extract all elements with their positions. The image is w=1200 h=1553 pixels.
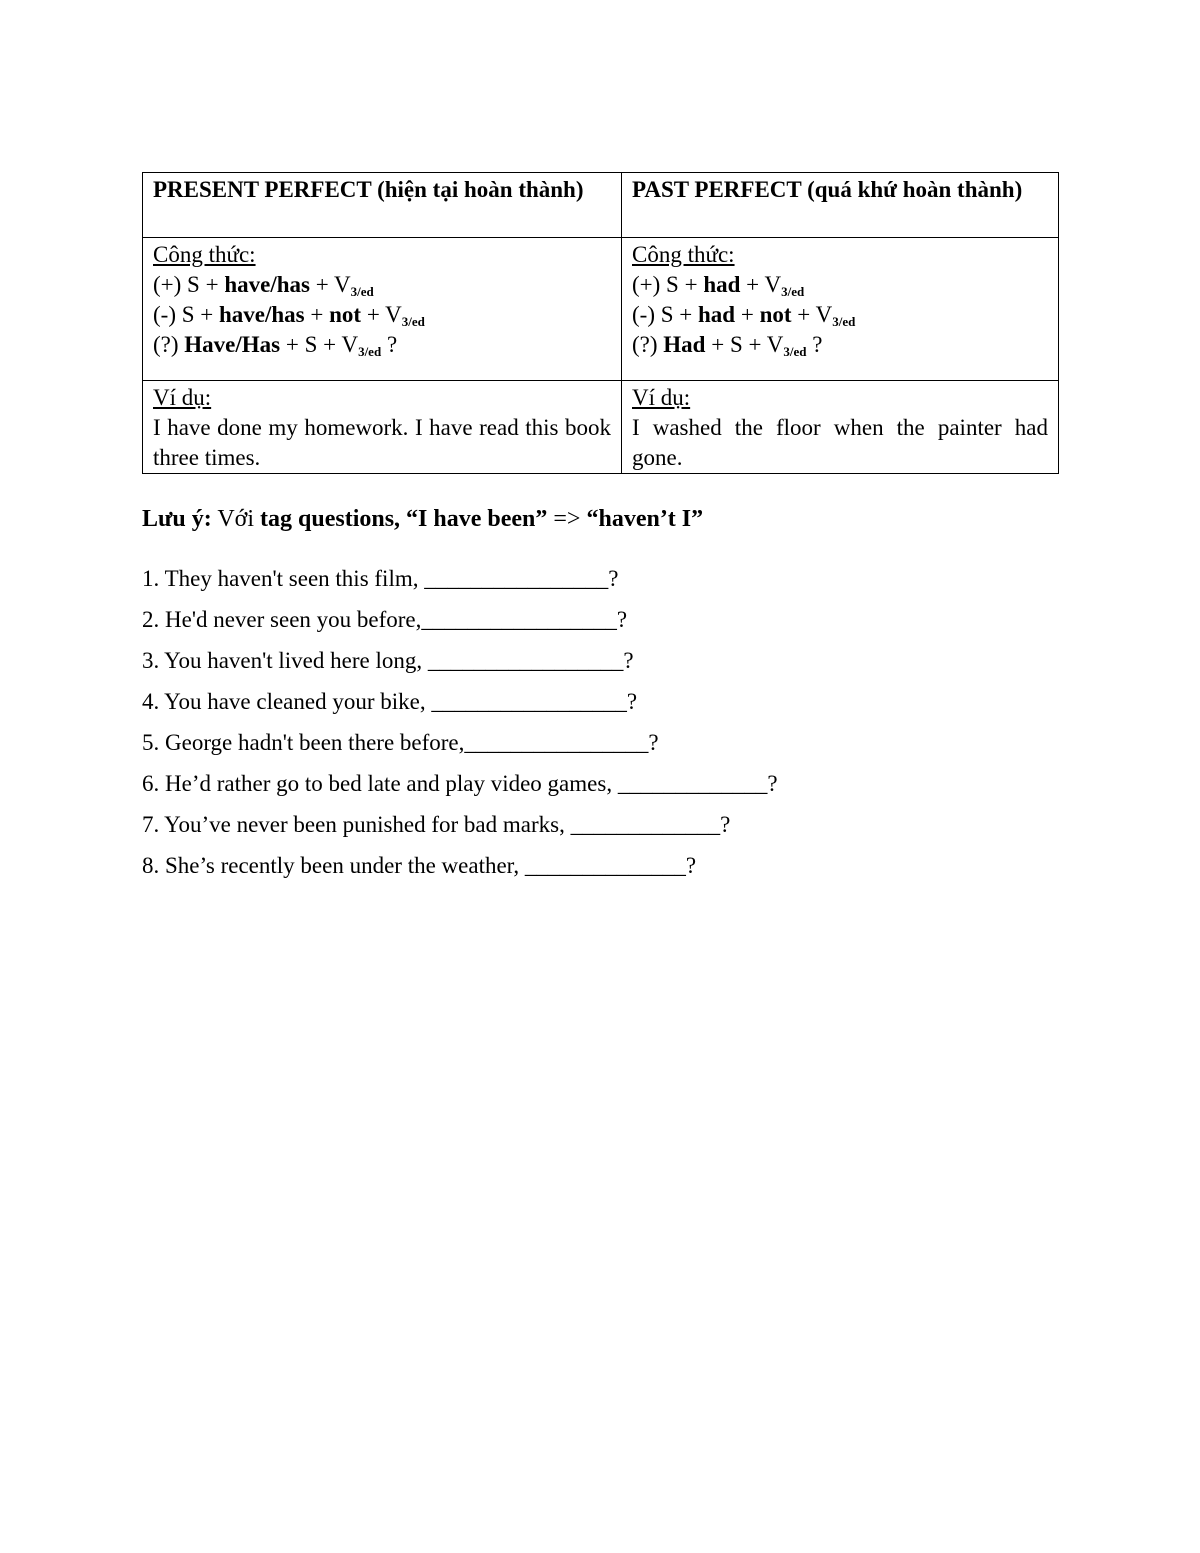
past-positive-formula: (+) S + had + $V_{3/ed}$ <box>632 272 805 299</box>
note-arrow: => <box>553 506 581 532</box>
exercise-item: 7. You’ve never been punished for bad marks, _____________? <box>142 812 731 837</box>
formula-row <box>143 238 1059 381</box>
exercise-item: 5. George hadn't been there before,________________? <box>142 730 659 755</box>
past-example-text: I washed the floor when the painter had gone. <box>632 415 1048 470</box>
past-perfect-header: PAST PERFECT (quá khứ hoàn thành) <box>622 173 1059 238</box>
past-negative-formula: (-) S + had + not + $V_{3/ed}$ <box>632 302 856 329</box>
present-example-text: I have done my homework. I have read this book three times. <box>153 415 611 470</box>
note-text-bold: tag questions, “I have been” <box>260 506 554 532</box>
table-header-row <box>143 173 1059 238</box>
tag-question-note <box>142 504 703 534</box>
past-example-cell <box>622 381 1059 474</box>
exercise-item: 3. You haven't lived here long, _________________? <box>142 648 634 673</box>
exercise-item: 2. He'd never seen you before,_________________? <box>142 607 628 632</box>
present-positive-formula: (+) S + have/has + $V_{3/ed}$ <box>153 272 374 299</box>
note-label: Lưu ý: <box>142 506 212 532</box>
example-row <box>143 381 1059 474</box>
present-example-cell <box>143 381 622 474</box>
present-question-formula: (?) Have/Has + $S + V_{3/ed}$ ? <box>153 332 398 359</box>
exercise-item: 4. You have cleaned your bike, _________________? <box>142 689 638 714</box>
note-text-plain: Với <box>211 506 261 532</box>
example-label: Ví dụ: <box>153 385 212 410</box>
exercise-item: 1. They haven't seen this film, ________________? <box>142 566 619 591</box>
past-formula-cell <box>622 238 1059 381</box>
tense-comparison-table <box>142 172 1059 474</box>
example-label: Ví dụ: <box>632 385 691 410</box>
exercise-item: 6. He’d rather go to bed late and play video games, _____________? <box>142 771 778 796</box>
present-formula-cell <box>143 238 622 381</box>
note-answer: “haven’t I” <box>580 506 704 532</box>
past-question-formula: (?) Had + $S + V_{3/ed}$ ? <box>632 332 823 359</box>
exercise-list <box>142 564 778 892</box>
present-negative-formula: (-) S + have/has + not + $V_{3/ed}$ <box>153 302 425 329</box>
formula-label: Công thức: <box>632 242 735 267</box>
exercise-item: 8. She’s recently been under the weather, ______________? <box>142 853 697 878</box>
formula-label: Công thức: <box>153 242 256 267</box>
present-perfect-header: PRESENT PERFECT (hiện tại hoàn thành) <box>143 173 622 238</box>
